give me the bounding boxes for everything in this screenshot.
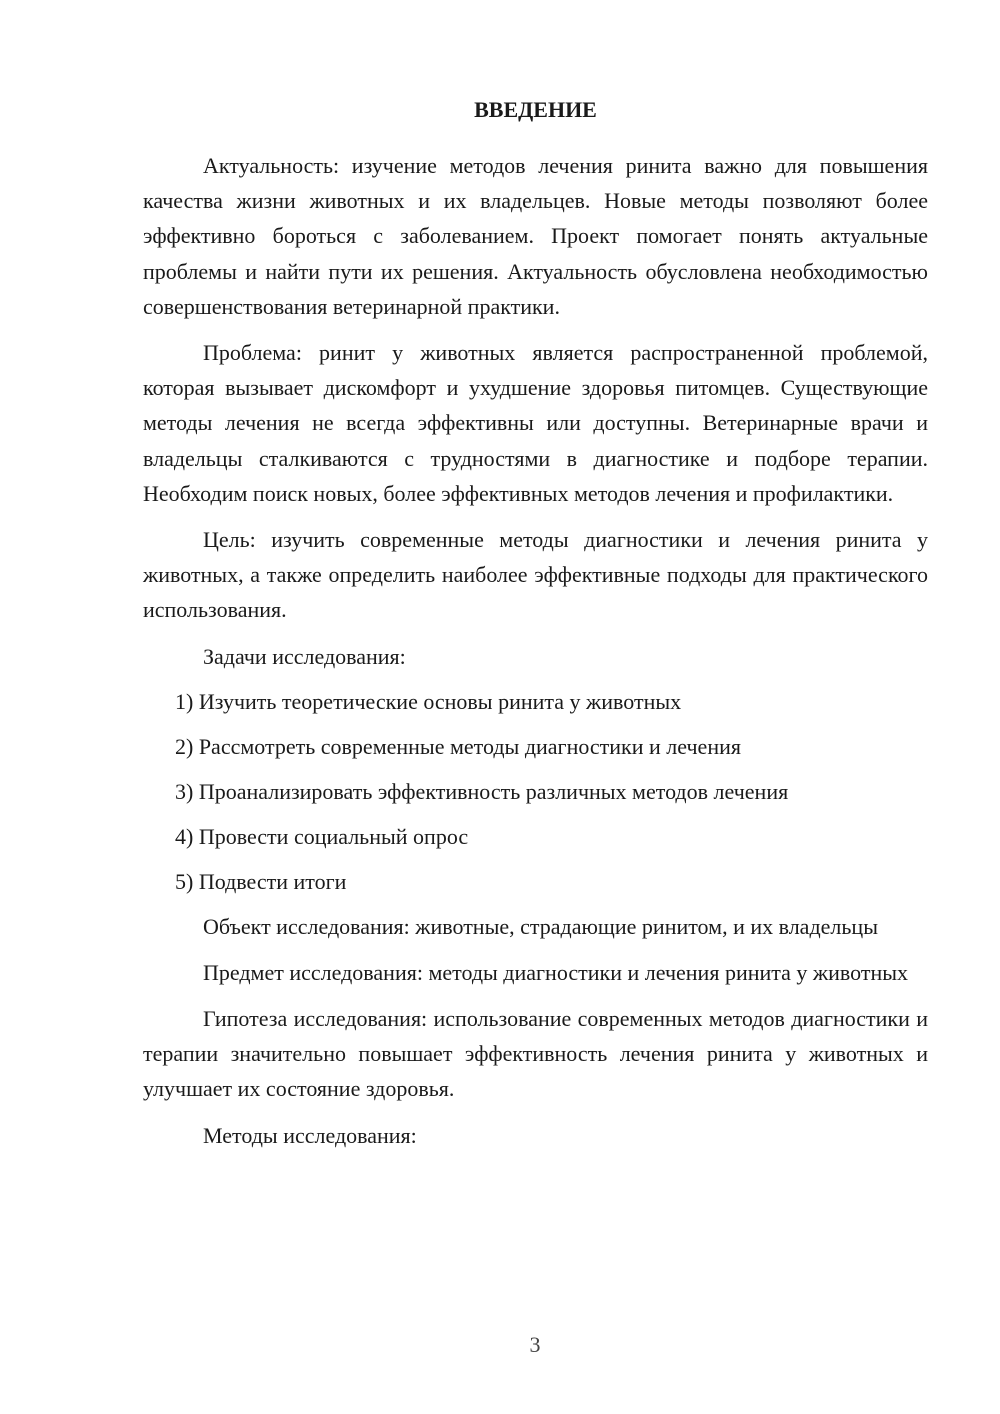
task-item: 4) Провести социальный опрос: [175, 823, 469, 849]
paragraph-relevance: Актуальность: изучение методов лечения ринита важно для повышения качества жизни животных и их владельцев. Новые методы позволяют более эффективно бороться с заболеванием. Проект помогает понять актуальные проблемы и найти пути их решения. Актуальность обусловлена необходимостью совершенствования ветеринарной практики.: [143, 153, 928, 319]
paragraph-object: Объект исследования: животные, страдающие ринитом, и их владельцы: [203, 913, 878, 939]
task-list: [143, 684, 928, 899]
paragraph-hypothesis: Гипотеза исследования: использование современных методов диагностики и терапии значительно повышает эффективность лечения ринита у животных и улучшает их состояние здоровья.: [143, 1006, 928, 1102]
methods-heading: Методы исследования:: [203, 1122, 417, 1148]
paragraph-problem: Проблема: ринит у животных является распространенной проблемой, которая вызывает дискомфорт и ухудшение здоровья питомцев. Существующие методы лечения не всегда эффективны или доступны. Ветеринарные врачи и владельцы сталкиваются с трудностями в диагностике и подборе терапии. Необходим поиск новых, более эффективных методов лечения и профилактики.: [143, 340, 928, 506]
page-content: [143, 92, 928, 1163]
task-item: 3) Проанализировать эффективность различных методов лечения: [175, 778, 789, 804]
task-item: 5) Подвести итоги: [175, 868, 347, 894]
page-title: ВВЕДЕНИЕ: [474, 97, 597, 122]
paragraph-goal: Цель: изучить современные методы диагностики и лечения ринита у животных, а также определить наиболее эффективные подходы для практического использования.: [143, 527, 928, 623]
tasks-heading: Задачи исследования:: [203, 643, 406, 669]
page-number: 3: [529, 1332, 541, 1357]
paragraph-subject: Предмет исследования: методы диагностики и лечения ринита у животных: [203, 959, 909, 985]
task-item: 1) Изучить теоретические основы ринита у животных: [175, 688, 682, 714]
task-item: 2) Рассмотреть современные методы диагностики и лечения: [175, 733, 741, 759]
